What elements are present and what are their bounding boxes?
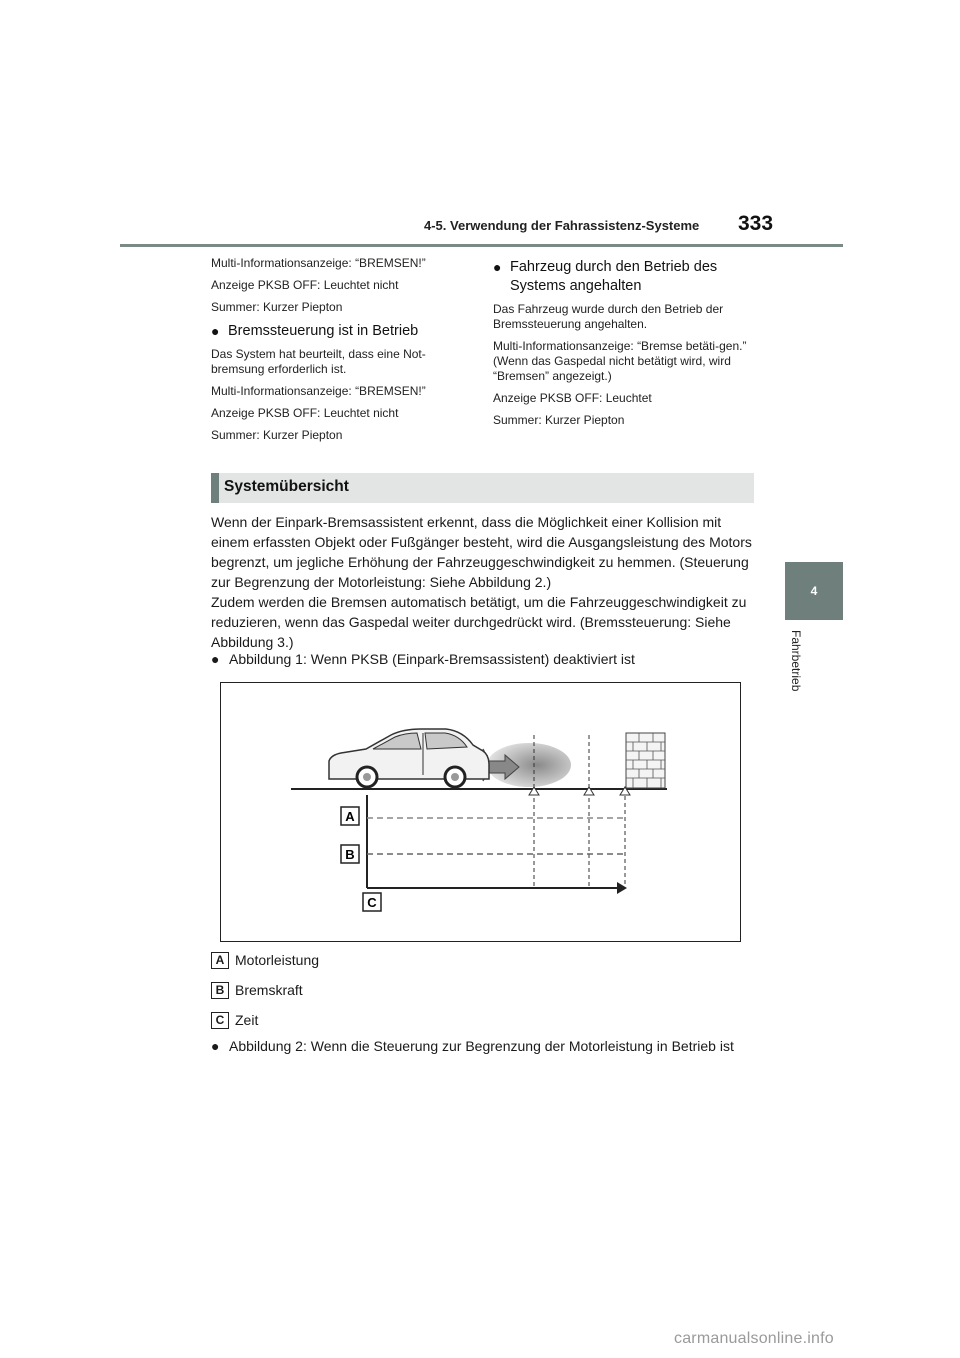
car-icon xyxy=(329,729,489,787)
info-line: Summer: Kurzer Piepton xyxy=(493,413,625,427)
header-divider xyxy=(120,244,843,247)
page-number: 333 xyxy=(738,212,774,235)
figure-1-diagram xyxy=(221,683,742,943)
label-a-text: A xyxy=(345,809,355,824)
section-accent xyxy=(211,473,219,503)
bullet-heading xyxy=(211,322,461,341)
section-header xyxy=(211,473,754,503)
legend-item-c xyxy=(211,1011,258,1029)
legend-text: Zeit xyxy=(235,1012,259,1028)
body-text xyxy=(211,512,756,652)
left-column xyxy=(211,256,461,450)
figure-1-caption-text: Abbildung 1: Wenn PKSB (Einpark-Bremsassistent) deaktiviert ist xyxy=(229,651,635,667)
legend-letter: A xyxy=(211,952,229,969)
info-line: Summer: Kurzer Piepton xyxy=(211,300,343,314)
bullet-icon: ● xyxy=(211,1038,220,1054)
bullet-heading xyxy=(493,258,748,296)
figure-1 xyxy=(220,682,741,942)
label-a xyxy=(341,807,359,825)
legend-letter: C xyxy=(211,1012,229,1029)
legend-item-a xyxy=(211,951,319,969)
header-section-title: 4-5. Verwendung der Fahrassistenz-Systeme xyxy=(424,218,700,233)
info-line: Summer: Kurzer Piepton xyxy=(211,428,343,442)
info-line: Multi-Informationsanzeige: “Bremse betäti-gen.” (Wenn das Gaspedal nicht betätigt wird, wird “Bremsen” angezeigt.) xyxy=(493,339,747,383)
watermark: carmanualsonline.info xyxy=(674,1330,834,1347)
right-column xyxy=(493,256,748,435)
label-b-text: B xyxy=(345,847,355,862)
chapter-tab: 4 xyxy=(785,562,843,620)
info-line: Multi-Informationsanzeige: “BREMSEN!” xyxy=(211,256,426,270)
label-c xyxy=(363,893,381,911)
wall-icon xyxy=(626,733,665,788)
bullet-icon: ● xyxy=(493,259,502,275)
legend-letter: B xyxy=(211,982,229,999)
info-line: Das System hat beurteilt, dass eine Not-bremsung erforderlich ist. xyxy=(211,347,426,376)
figure-2-caption xyxy=(211,1036,756,1056)
bullet-heading-text: Bremssteuerung ist in Betrieb xyxy=(228,323,419,339)
bullet-heading-text: Fahrzeug durch den Betrieb des Systems angehalten xyxy=(510,259,718,294)
info-line: Anzeige PKSB OFF: Leuchtet nicht xyxy=(211,278,399,292)
bullet-icon: ● xyxy=(211,651,220,667)
label-c-text: C xyxy=(367,895,377,910)
legend-text: Bremskraft xyxy=(235,982,303,998)
label-b xyxy=(341,845,359,863)
legend-text: Motorleistung xyxy=(235,952,320,968)
figure-1-caption xyxy=(211,649,756,669)
bullet-icon: ● xyxy=(211,323,220,339)
body-paragraph: Wenn der Einpark-Bremsassistent erkennt, dass die Möglichkeit einer Kollision mit einem erfassten Objekt oder Fußgänger besteht, wird die Ausgangsleistung des Motors begrenzt, um jegliche Erhöhung der Fahrzeuggeschwindigkeit zu hemmen. (Steuerung zur Begrenzung der Motorleistung: Siehe Abbildung 2.) xyxy=(211,514,752,590)
info-line: Das Fahrzeug wurde durch den Betrieb der Bremssteuerung angehalten. xyxy=(493,302,724,331)
legend-item-b xyxy=(211,981,303,999)
info-line: Anzeige PKSB OFF: Leuchtet nicht xyxy=(211,406,399,420)
section-title: Systemübersicht xyxy=(224,478,349,495)
body-paragraph: Zudem werden die Bremsen automatisch betätigt, um die Fahrzeuggeschwindigkeit zu reduzieren, wenn das Gaspedal weiter durchgedrückt wird. (Bremssteuerung: Siehe Abbildung 3.) xyxy=(211,594,747,650)
chapter-title: Fahrbetrieb xyxy=(789,630,803,692)
figure-2-caption-text: Abbildung 2: Wenn die Steuerung zur Begrenzung der Motorleistung in Betrieb ist xyxy=(229,1038,734,1054)
info-line: Anzeige PKSB OFF: Leuchtet xyxy=(493,391,652,405)
info-line: Multi-Informationsanzeige: “BREMSEN!” xyxy=(211,384,426,398)
